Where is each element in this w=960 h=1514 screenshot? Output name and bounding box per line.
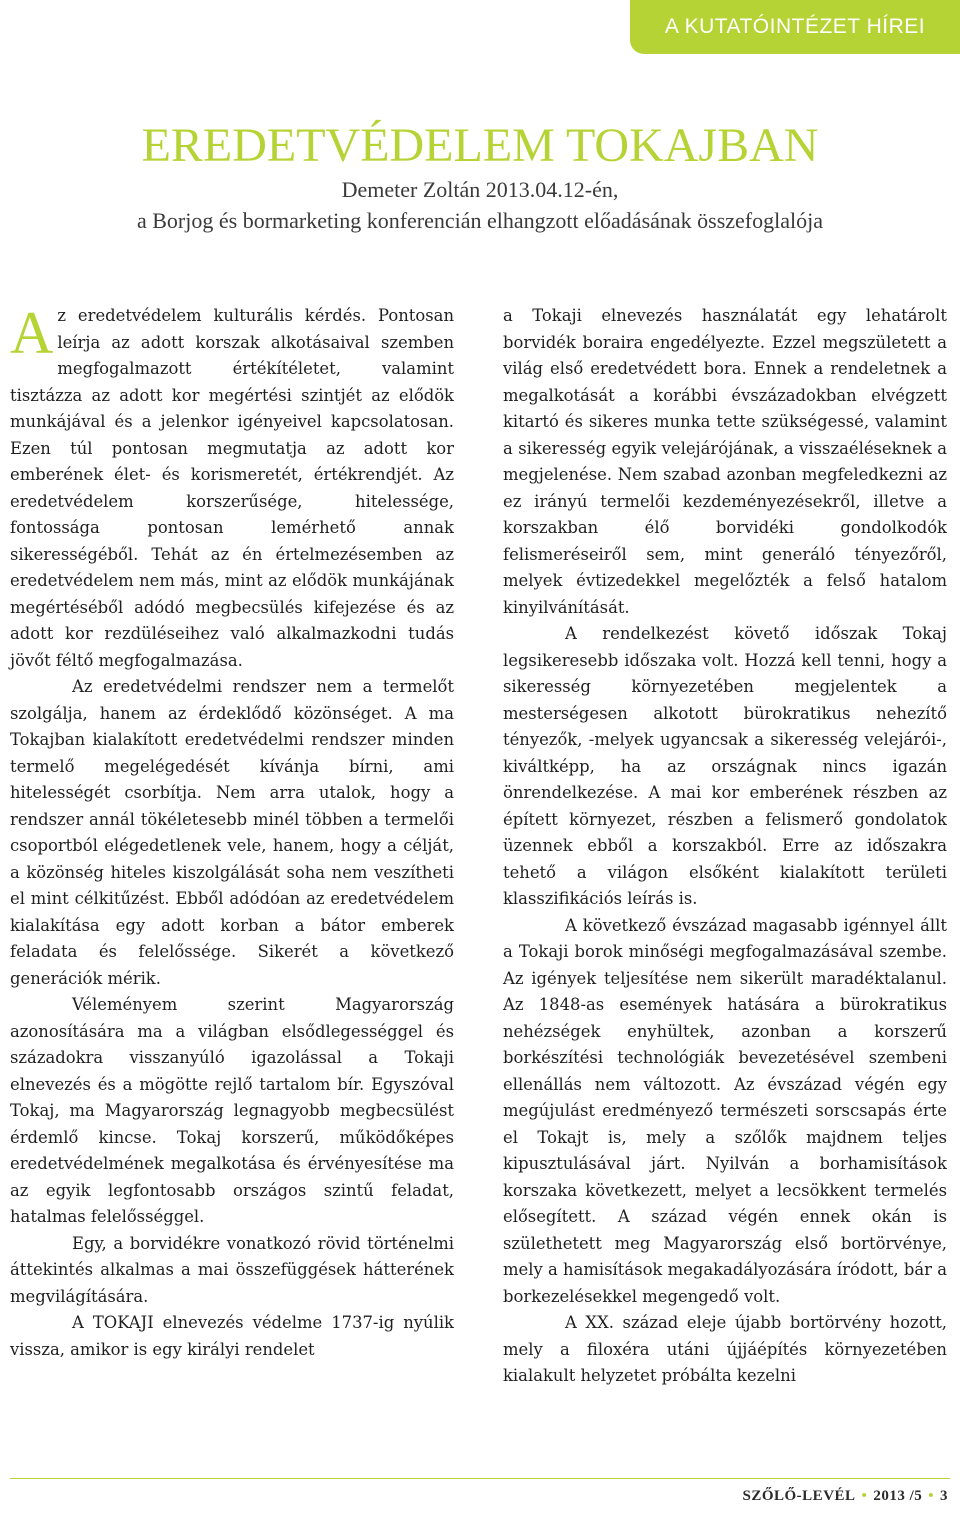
- section-tab: A KUTATÓINTÉZET HÍREI: [630, 0, 960, 54]
- drop-cap: A: [10, 300, 54, 366]
- separator-dot: •: [861, 1488, 868, 1504]
- paragraph: A rendelkezést követő időszak Tokaj legsikeresebb időszaka volt. Hozzá kell tenni, hogy a sikeresség környezetében megjelentek a mesterségesen alkotott bürokratikus nehezítő tényezők, -melyek ugyancsak a sikeresség velejárói-, kiváltképp, ha az országnak nincs igazán önrendelkezése. A mai kor emberének részben az épített környezet, részben a felismerő gondolatok üzennek ebből a korszakból. Erre az időszakra tehető a világon elsőként kialakított területi klasszifikációs leírás is.: [503, 624, 947, 908]
- paragraph: A XX. század eleje újabb bortörvény hozott, mely a filoxéra utáni újjáépítés környezetében kialakult helyzetet próbálta kezelni: [503, 1313, 947, 1385]
- page-footer: [743, 1488, 949, 1505]
- paragraph: A TOKAJI elnevezés védelme 1737-ig nyúlik vissza, amikor is egy királyi rendelet: [10, 1313, 454, 1359]
- article-title: EREDETVÉDELEM TOKAJBAN: [141, 119, 819, 172]
- right-column: [503, 303, 947, 1390]
- paragraph: a Tokaji elnevezés használatát egy lehatárolt borvidék boraira engedélyezte. Ezzel megszületett a világ első eredetvédett bora. Ennek a rendeletnek a megalkotását a korábbi évszázadokban elvégzett kitartó és sikeres munka tette szükségessé, valamint a sikeresség egyik velejárójának, a visszaéléseknek a megjelenése. Nem szabad azonban megfeledkezni az ez irányú termelői kezdeményezésekről, illetve a korszakban élő borvidéki gondolkodók felismeréseiről sem, mint generáló tényezőről, melyek évtizedekkel megelőzték a felső hatalom kinyilvánítását.: [503, 306, 947, 617]
- page-number: 3: [940, 1488, 948, 1504]
- paragraph: Véleményem szerint Magyarország azonosítására ma a világban elsődlegességgel és századokra visszanyúló igazolással a Tokaji elnevezés és a mögötte rejlő tartalom bír. Egyszóval Tokaj, ma Magyarország legnagyobb megbecsülést érdemlő kincse. Tokaj korszerű, működőképes eredetvédelmének megalkotása és érvényesítése ma az egyik legfontosabb országos szintű feladat, hatalmas felelősséggel.: [10, 995, 454, 1226]
- issue-number: 2013 /5: [873, 1488, 923, 1504]
- paragraph-text: z eredetvédelem kulturális kérdés. Pontosan leírja az adott korszak alkotásaival szemben megfogalmazott értékítéletet, valamint tisztázza az adott kor megértési szintjét az elődök munkájával és a jelenkor igényeivel kapcsolatosan. Ezen túl pontosan megmutatja az adott kor emberének élet- és korismeretét, értékrendjét. Az eredetvédelem korszerűsége, hitelessége, fontossága pontosan lemérhető annak sikerességéből. Tehát az én értelmezésemben az eredetvédelem nem más, mint az elődök munkájának megértéséből adódó megbecsülés kifejezése és az adott kor rezdüléseihez való alkalmazkodni tudás jövőt féltő megfogalmazása.: [10, 306, 454, 670]
- paragraph: [10, 300, 454, 674]
- paragraph: A következő évszázad magasabb igénnyel állt a Tokaji borok minőségi megfogalmazásával szembe. Az igények teljesítése nem sikerült maradéktalanul. Az 1848-as események hatására a bürokratikus nehézségek enyhültek, azonban a korszerű borkészítési technológiák bevezetésével szembeni ellenállás nem változott. Az évszázad végén egy megújulást eredményező természeti sorscsapás érte el Tokajt is, mely a szőlők majdnem teljes kipusztulásával járt. Nyilván a borhamisítások korszaka következett, melyet a lecsökkent termelés elősegített. A század végén ennek okán is születhetett meg Magyarország első bortörvénye, mely a hamisítások megakadályozására íródott, bár a borkezelésekkel megengedő volt.: [503, 915, 947, 1306]
- article-subtitle-line2: a Borjog és bormarketing konferencián elhangzott előadásának összefoglalója: [136, 208, 824, 233]
- footer-rule: [10, 1478, 950, 1479]
- paragraph: Egy, a borvidékre vonatkozó rövid történelmi áttekintés alkalmas a mai összefüggések hátterének megvilágítására.: [10, 1233, 454, 1306]
- left-column: [10, 300, 454, 1363]
- paragraph: Az eredetvédelmi rendszer nem a termelőt szolgálja, hanem az érdeklődő közönséget. A ma Tokajban kialakított eredetvédelmi rendszer minden termelő megelégedését kívánja bírni, ami hitelességét csorbítja. Nem arra utalok, hogy a rendszer annál tökéletesebb minél többen a termelői csoportból elégedetlenek vele, hanem, hogy a célját, a közönség hiteles kiszolgálását soha nem veszítheti el mint célkitűzést. Ebből adódóan az eredetvédelem kialakítása egy adott korban a bátor emberek feladata és felelőssége. Sikerét a következő generációk mérik.: [10, 677, 454, 988]
- separator-dot: •: [928, 1488, 934, 1504]
- article-subtitle-line1: Demeter Zoltán 2013.04.12-én,: [341, 177, 619, 202]
- publication-name: SZŐLŐ-LEVÉL: [742, 1488, 856, 1504]
